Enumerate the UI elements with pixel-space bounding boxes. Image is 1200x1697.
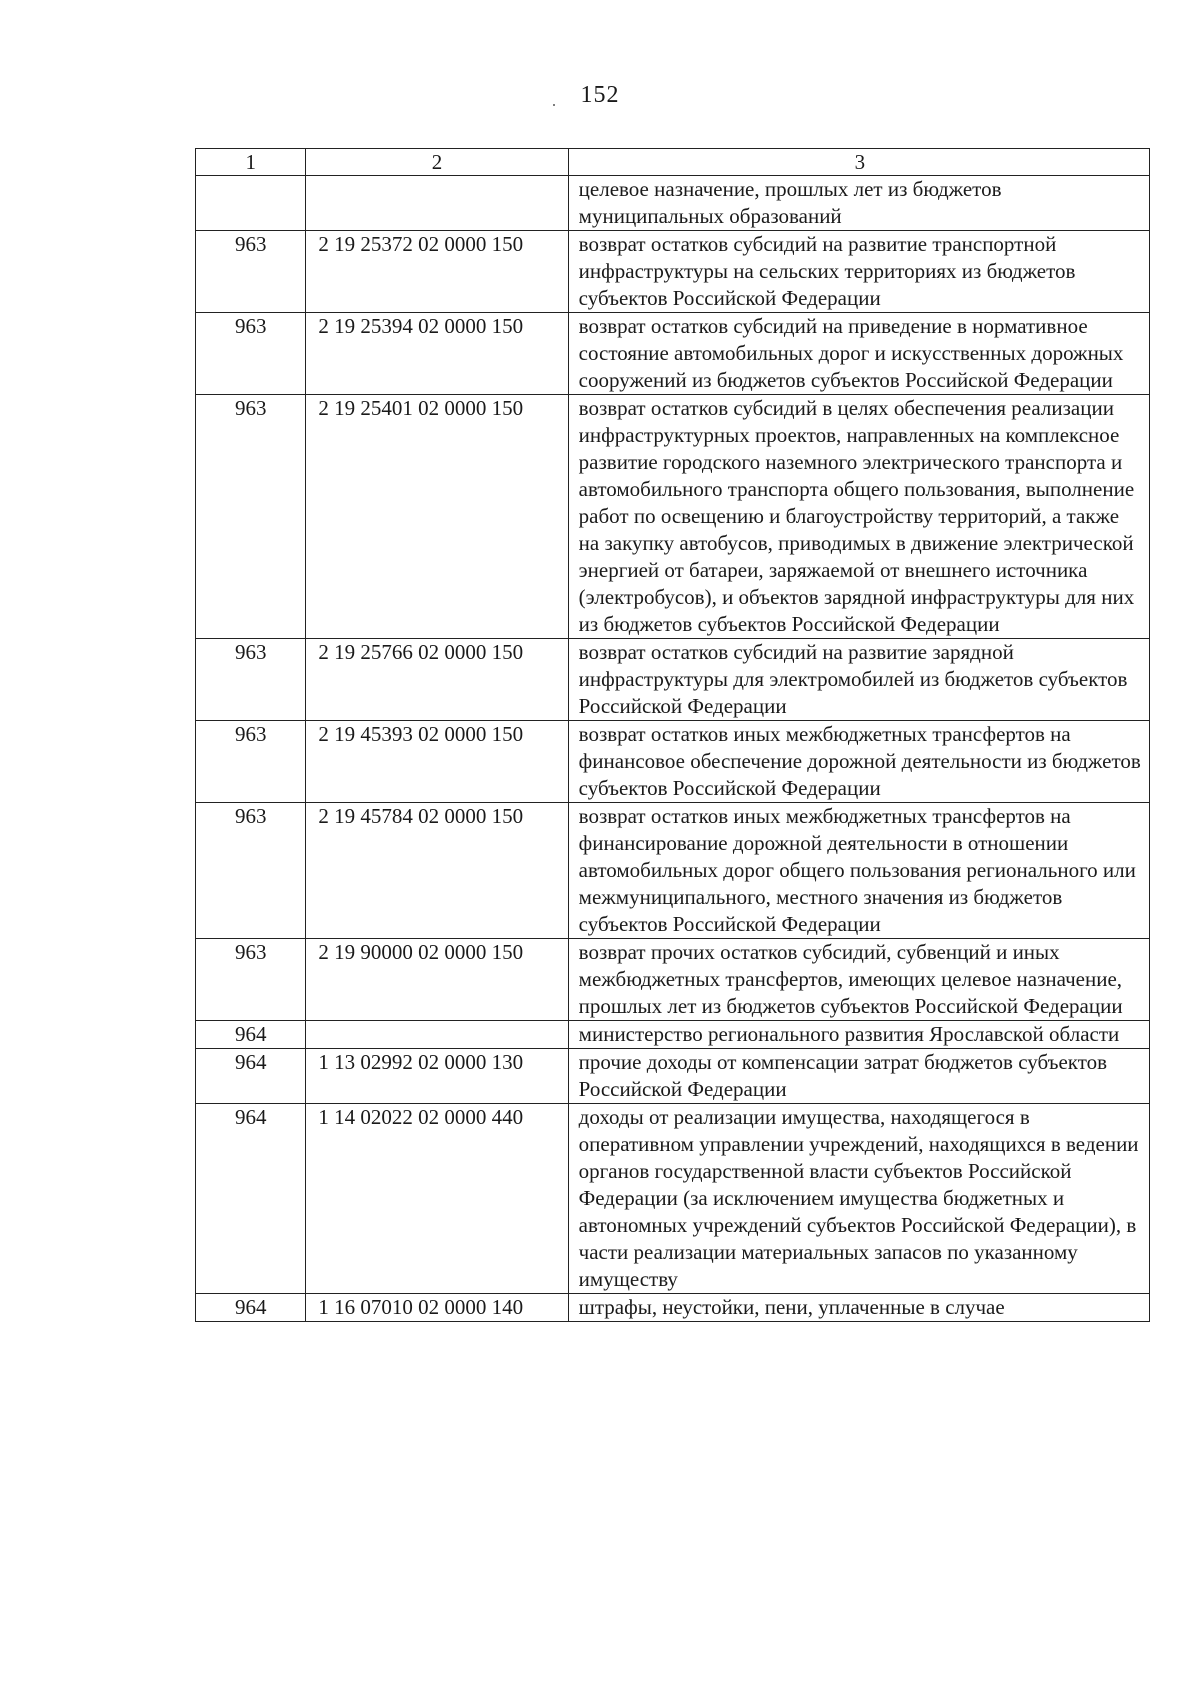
revenue-description-cell: доходы от реализации имущества, находящегося в оперативном управлении учреждений, находящихся в ведении органов государственной власти субъектов Российской Федерации (за исключением имущества бюджетных и автономных учреждений субъектов Российской Федерации), в части реализации материальных запасов по указанному имуществу	[568, 1104, 1149, 1294]
table-row	[196, 176, 1150, 231]
revenue-codes-table	[195, 148, 1150, 1322]
revenue-description-cell: возврат остатков субсидий на развитие транспортной инфраструктуры на сельских территориях из бюджетов субъектов Российской Федерации	[568, 231, 1149, 313]
revenue-code-cell	[306, 176, 568, 231]
revenue-code-cell: 1 14 02022 02 0000 440	[306, 1104, 568, 1294]
revenue-code-cell	[306, 1021, 568, 1049]
revenue-description-cell: возврат прочих остатков субсидий, субвенций и иных межбюджетных трансфертов, имеющих целевое назначение, прошлых лет из бюджетов субъектов Российской Федерации	[568, 939, 1149, 1021]
revenue-description-cell: штрафы, неустойки, пени, уплаченные в случае	[568, 1294, 1149, 1322]
revenue-code-cell: 2 19 25372 02 0000 150	[306, 231, 568, 313]
revenue-code-cell: 1 13 02992 02 0000 130	[306, 1049, 568, 1104]
revenue-code-cell: 1 16 07010 02 0000 140	[306, 1294, 568, 1322]
revenue-code-cell: 2 19 25766 02 0000 150	[306, 639, 568, 721]
admin-code-cell: 964	[196, 1049, 306, 1104]
table-row	[196, 313, 1150, 395]
table-header-row	[196, 149, 1150, 176]
admin-code-cell	[196, 176, 306, 231]
revenue-description-cell: возврат остатков иных межбюджетных трансфертов на финансовое обеспечение дорожной деятельности из бюджетов субъектов Российской Федерации	[568, 721, 1149, 803]
table-row	[196, 639, 1150, 721]
admin-code-cell: 963	[196, 395, 306, 639]
scan-speck	[553, 104, 555, 106]
revenue-code-cell: 2 19 25394 02 0000 150	[306, 313, 568, 395]
table-row	[196, 395, 1150, 639]
revenue-code-cell: 2 19 90000 02 0000 150	[306, 939, 568, 1021]
header-col-2: 2	[306, 149, 568, 176]
revenue-description-cell: возврат остатков субсидий в целях обеспечения реализации инфраструктурных проектов, направленных на комплексное развитие городского наземного электрического транспорта и автомобильного транспорта общего пользования, выполнение работ по освещению и благоустройству территорий, а также на закупку автобусов, приводимых в движение электрической энергией от батареи, заряжаемой от внешнего источника (электробусов), и объектов зарядной инфраструктуры для них из бюджетов субъектов Российской Федерации	[568, 395, 1149, 639]
page-number: 152	[580, 82, 620, 108]
admin-code-cell: 963	[196, 231, 306, 313]
admin-code-cell: 963	[196, 939, 306, 1021]
header-col-1: 1	[196, 149, 306, 176]
admin-code-cell: 963	[196, 721, 306, 803]
revenue-description-cell: министерство регионального развития Ярославской области	[568, 1021, 1149, 1049]
table-row	[196, 231, 1150, 313]
table-row	[196, 1294, 1150, 1322]
table-row	[196, 1021, 1150, 1049]
table-row	[196, 803, 1150, 939]
admin-code-cell: 963	[196, 803, 306, 939]
header-col-3: 3	[568, 149, 1149, 176]
admin-code-cell: 964	[196, 1294, 306, 1322]
revenue-code-cell: 2 19 25401 02 0000 150	[306, 395, 568, 639]
table-row	[196, 1104, 1150, 1294]
revenue-description-cell: прочие доходы от компенсации затрат бюджетов субъектов Российской Федерации	[568, 1049, 1149, 1104]
admin-code-cell: 963	[196, 313, 306, 395]
admin-code-cell: 964	[196, 1104, 306, 1294]
revenue-code-cell: 2 19 45393 02 0000 150	[306, 721, 568, 803]
revenue-description-cell: возврат остатков иных межбюджетных трансфертов на финансирование дорожной деятельности в отношении автомобильных дорог общего пользования регионального или межмуниципального, местного значения из бюджетов субъектов Российской Федерации	[568, 803, 1149, 939]
revenue-description-cell: возврат остатков субсидий на развитие зарядной инфраструктуры для электромобилей из бюджетов субъектов Российской Федерации	[568, 639, 1149, 721]
revenue-description-cell: возврат остатков субсидий на приведение в нормативное состояние автомобильных дорог и искусственных дорожных сооружений из бюджетов субъектов Российской Федерации	[568, 313, 1149, 395]
table-row	[196, 721, 1150, 803]
revenue-code-cell: 2 19 45784 02 0000 150	[306, 803, 568, 939]
admin-code-cell: 964	[196, 1021, 306, 1049]
table-row	[196, 939, 1150, 1021]
admin-code-cell: 963	[196, 639, 306, 721]
table-row	[196, 1049, 1150, 1104]
revenue-description-cell: целевое назначение, прошлых лет из бюджетов муниципальных образований	[568, 176, 1149, 231]
